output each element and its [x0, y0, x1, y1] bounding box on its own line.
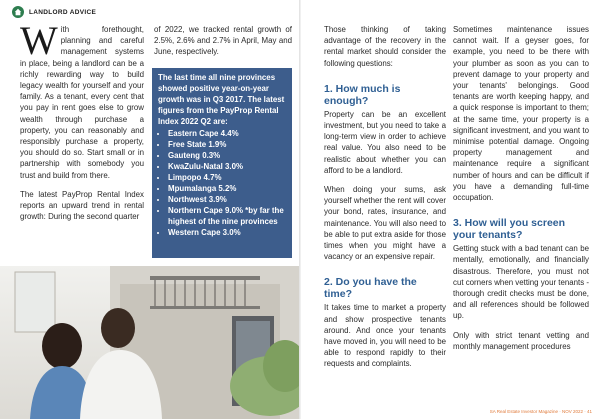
- section-label: LANDLORD ADVICE: [29, 8, 97, 16]
- list-item: • KwaZulu-Natal 3.0%: [168, 161, 286, 172]
- column-4: [453, 24, 589, 360]
- list-item: • Gauteng 0.3%: [168, 150, 286, 161]
- paragraph: Property can be an excellent investment, but you need to take a long-term view in order to achieve real value. You also need to be realistic about whether you can afford to be a landlord.: [324, 109, 446, 175]
- list-item: • Eastern Cape 4.4%: [168, 128, 286, 139]
- paragraph: Sometimes maintenance issues cannot wait. If a geyser goes, for example, you need to be there with your plumber as soon as you can to prevent damage to your property and your tenants' belongings. Good tenants are worth keeping happy, and a quick response is important to them; at the same time, your property is a significant investment, and you want to minimise potential damage. Ongoing property management and maintenance require a significant number of hours and can be difficult if you have a demanding full-time occupation.: [453, 25, 589, 203]
- list-item: • Western Cape 3.0%: [168, 227, 286, 238]
- list-item: • Limpopo 4.7%: [168, 172, 286, 183]
- paragraph: Getting stuck with a bad tenant can be mentally, emotionally, and financially disastrous. Therefore, you must not cut corners when vetting your tenants - thorough credit checks must be done, and all references should be followed up.: [453, 244, 589, 321]
- column-1: [20, 18, 144, 230]
- list-item: • Free State 1.9%: [168, 139, 286, 150]
- paragraph: of 2022, we tracked rental growth of 2.5%, 2.6% and 2.7% in April, May and June, respectively.: [154, 25, 292, 57]
- section-heading: 3. How will you screen your tenants?: [453, 217, 566, 242]
- paragraph: The latest PayProp Rental Index reports an upward trend in rental growth: During the second quarter: [20, 189, 144, 222]
- section-heading: 1. How much is enough?: [324, 82, 401, 107]
- list-item: • Mpumalanga 5.2%: [168, 183, 286, 194]
- paragraph: Those thinking of taking advantage of the recovery in the rental market should consider the following questions:: [324, 25, 446, 68]
- column-2: [154, 24, 292, 66]
- province-stats-callout: [152, 68, 292, 258]
- couple-house-photo: [0, 266, 300, 419]
- list-item: • Northern Cape 9.0% *by far the highest of the nine provinces: [168, 205, 286, 227]
- intro-text: ith forethought, planning and careful management systems in place, being a landlord can be a richly rewarding way to build legacy wealth for yourself and your family. As a tenant, every cent that you pay in rent goes else to grow wealth through purchase a property, you can reasonably and responsibly purchase a property, you should do so. Start small or in partnership with somebody you trust and build from there.: [20, 25, 144, 180]
- paragraph: It takes time to market a property and show prospective tenants around. And once your tenants have moved in, you will need to be able to respond rapidly to their requests and complaints.: [324, 303, 446, 369]
- page-footer: SA Real Estate Investor Magazine · NOV 2022 · 41: [489, 409, 592, 414]
- list-item: • Northwest 3.9%: [168, 194, 286, 205]
- column-3: [324, 24, 446, 378]
- paragraph: Only with strict tenant vetting and monthly management procedures: [453, 330, 589, 351]
- intro-paragraph: [20, 18, 144, 181]
- province-list: [158, 128, 286, 238]
- section-header: [12, 6, 96, 18]
- paragraph: When doing your sums, ask yourself whether the rent will cover your bond, rates, insurance, and maintenance. You will also need to be able to put extra aside for those times when you might have a vacancy or an expensive repair.: [324, 185, 446, 262]
- callout-intro: The last time all nine provinces showed positive year-on-year growth was in Q3 2017. The latest figures from the PayProp Rental Index 2022 Q2 are:: [158, 73, 285, 126]
- house-icon: [12, 6, 24, 18]
- section-heading: 2. Do you have the time?: [324, 276, 417, 301]
- drop-cap: W: [20, 18, 58, 63]
